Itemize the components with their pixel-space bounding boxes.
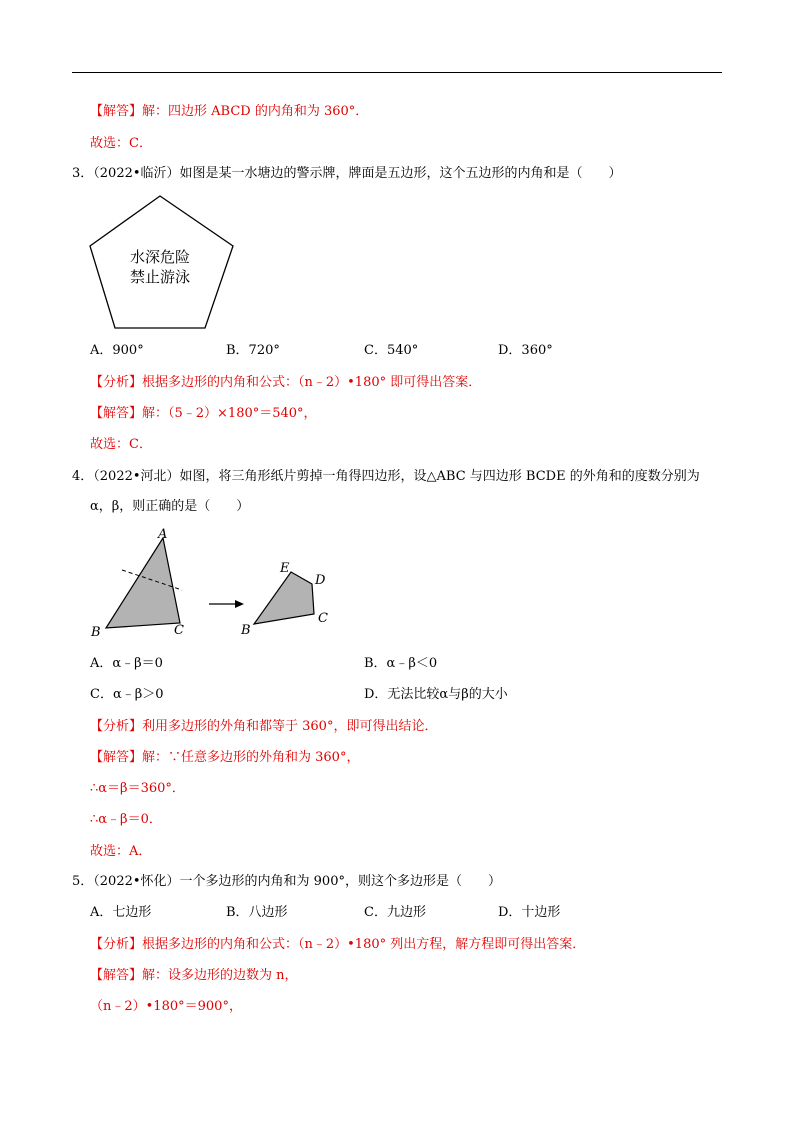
prev-answer: 【解答】解：四边形 ABCD 的内角和为 360°． (90, 104, 369, 119)
q5-option-a: A．七边形 (90, 905, 152, 920)
q3-stem: 3．（2022•临沂）如图是某一水塘边的警示牌，牌面是五边形，这个五边形的内角和是（ ） (72, 166, 622, 181)
q4-choice: 故选：A． (90, 844, 152, 859)
q3-option-b: B．720° (226, 343, 280, 358)
q4-option-b: B．α﹣β＜0 (364, 656, 438, 671)
sign-line2: 禁止游泳 (129, 268, 191, 286)
q5-stem: 5．（2022•怀化）一个多边形的内角和为 900°，则这个多边形是（ ） (72, 874, 501, 889)
q3-analysis: 【分析】根据多边形的内角和公式：（n﹣2）•180° 即可得出答案． (90, 375, 482, 390)
q5-option-b: B．八边形 (226, 905, 288, 920)
prev-choice: 故选：C． (90, 136, 152, 151)
q5-option-c: C．九边形 (364, 905, 426, 920)
q4-stem-line1: 4．（2022•河北）如图，将三角形纸片剪掉一角得四边形，设△ABC 与四边形 BCDE 的外角和的度数分别为 (72, 469, 700, 484)
label-E: E (280, 561, 290, 576)
header-rule (72, 72, 722, 73)
quadrilateral-bcde (254, 572, 314, 624)
label-D: D (315, 573, 326, 588)
q5-equation: （n﹣2）•180°＝900°， (90, 999, 242, 1014)
label-B2: B (241, 623, 251, 638)
q3-choice: 故选：C． (90, 437, 152, 452)
q4-step1: ∴α＝β＝360°． (90, 781, 185, 796)
q5-answer: 【解答】解：设多边形的边数为 n， (90, 968, 298, 983)
q4-option-c: C．α﹣β＞0 (90, 687, 164, 702)
q4-step2: ∴α﹣β＝0． (90, 812, 162, 827)
label-C2: C (318, 611, 328, 626)
q3-answer: 【解答】解：（5﹣2）×180°＝540°， (90, 406, 317, 421)
q3-option-d: D．360° (498, 343, 553, 358)
q5-analysis: 【分析】根据多边形的内角和公式：（n﹣2）•180° 列出方程，解方程即可得出答案． (90, 937, 586, 952)
q3-option-a: A．900° (90, 343, 144, 358)
q5-option-d: D．十边形 (498, 905, 561, 920)
label-A: A (158, 527, 168, 542)
triangle-abc (106, 538, 180, 628)
label-B: B (91, 625, 101, 640)
q4-analysis: 【分析】利用多边形的外角和都等于 360°，即可得出结论． (90, 719, 438, 734)
sign-line1: 水深危险 (129, 248, 191, 266)
q4-option-d: D．无法比较α与β的大小 (364, 687, 508, 702)
warning-sign-figure (88, 194, 242, 334)
q4-answer: 【解答】解：∵任意多边形的外角和为 360°， (90, 750, 360, 765)
q4-stem-line2: α，β，则正确的是（ ） (90, 499, 250, 514)
label-C: C (174, 623, 184, 638)
q4-option-a: A．α﹣β＝0 (90, 656, 163, 671)
triangle-cut-figure (88, 528, 348, 643)
q3-option-c: C．540° (364, 343, 419, 358)
arrow-head (235, 600, 244, 608)
